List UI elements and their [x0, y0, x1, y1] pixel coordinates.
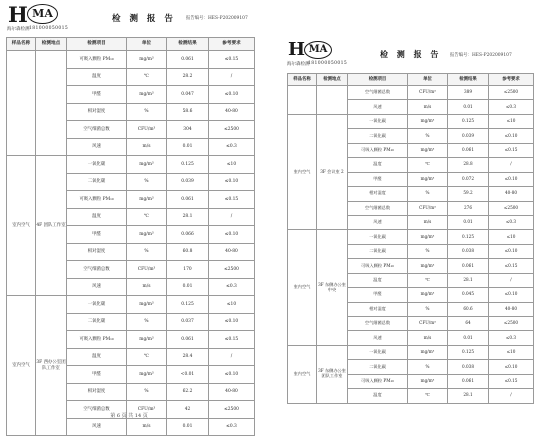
reference-cell: 40-80 [209, 383, 255, 401]
sample-name-cell: 室内空气 [288, 114, 317, 230]
item-cell: 空气细菌总数 [67, 261, 127, 279]
reference-cell: ≤2500 [209, 261, 255, 279]
report-number: 报告编号：HES-P202009107 [186, 16, 248, 21]
item-cell: 甲醛 [348, 288, 408, 302]
unit-cell: ℃ [127, 208, 167, 226]
table-row [7, 156, 255, 174]
unit-cell: mg/m³ [408, 143, 448, 157]
col-header-location: 检测地点 [317, 74, 348, 86]
item-cell: 可吸入颗粒 PM₁₀ [348, 143, 408, 157]
cma-logo: MA [27, 4, 58, 24]
item-cell: 相对湿度 [67, 103, 127, 121]
item-cell: 温度 [67, 68, 127, 86]
reference-cell: ≤10 [489, 345, 534, 359]
col-header-reference: 参考要求 [489, 74, 534, 86]
col-header-result: 检测结果 [448, 74, 489, 86]
unit-cell: ℃ [408, 273, 448, 287]
unit-cell: m/s [408, 331, 448, 345]
unit-cell: mg/m³ [127, 366, 167, 384]
result-cell: 28.1 [448, 273, 489, 287]
reference-cell: / [489, 273, 534, 287]
report-header [284, 38, 534, 76]
reference-cell: / [209, 208, 255, 226]
lab-short-name: 海尔森检测 [7, 27, 30, 32]
result-cell: 0.061 [448, 374, 489, 388]
item-cell: 甲醛 [67, 86, 127, 104]
unit-cell: % [127, 103, 167, 121]
table-row [7, 296, 255, 314]
item-cell: 可吸入颗粒 PM₁₀ [67, 51, 127, 69]
result-cell: 0.01 [448, 331, 489, 345]
unit-cell: CFU/m³ [127, 401, 167, 419]
item-cell: 二氧化碳 [67, 173, 127, 191]
sample-name-cell: 室内空气 [7, 296, 36, 436]
item-cell: 甲醛 [348, 172, 408, 186]
result-cell: 28.1 [167, 208, 209, 226]
unit-cell: m/s [408, 215, 448, 229]
table-body [7, 51, 255, 436]
table-row [288, 86, 534, 100]
item-cell: 可吸入颗粒 PM₁₀ [67, 191, 127, 209]
unit-cell: % [408, 302, 448, 316]
result-cell: 60.8 [167, 243, 209, 261]
reference-cell: ≤0.15 [489, 374, 534, 388]
unit-cell: mg/m³ [127, 51, 167, 69]
unit-cell: mg/m³ [408, 345, 448, 359]
reference-cell: ≤2500 [209, 121, 255, 139]
unit-cell: % [127, 243, 167, 261]
item-cell: 一氧化碳 [348, 345, 408, 359]
result-cell: 0.037 [167, 313, 209, 331]
reference-cell: ≤0.10 [489, 244, 534, 258]
unit-cell: mg/m³ [127, 331, 167, 349]
reference-cell: ≤0.15 [209, 191, 255, 209]
table-row [288, 230, 534, 244]
unit-cell: mg/m³ [127, 226, 167, 244]
reference-cell: ≤0.10 [489, 360, 534, 374]
unit-cell: % [127, 383, 167, 401]
reference-cell: ≤10 [489, 230, 534, 244]
item-cell: 相对湿度 [348, 302, 408, 316]
reference-cell: ≤0.3 [209, 278, 255, 296]
unit-cell: ℃ [127, 68, 167, 86]
item-cell: 温度 [348, 158, 408, 172]
result-cell: 62.2 [167, 383, 209, 401]
unit-cell: CFU/m³ [127, 261, 167, 279]
item-cell: 风速 [67, 418, 127, 436]
unit-cell: % [127, 313, 167, 331]
unit-cell: mg/m³ [127, 191, 167, 209]
reference-cell: ≤10 [209, 296, 255, 314]
unit-cell: % [408, 187, 448, 201]
col-header-sample: 样品名称 [288, 74, 317, 86]
unit-cell: mg/m³ [408, 230, 448, 244]
location-cell [36, 51, 67, 156]
item-cell: 温度 [67, 208, 127, 226]
unit-cell: m/s [127, 278, 167, 296]
result-cell: 0.066 [167, 226, 209, 244]
item-cell: 风速 [348, 331, 408, 345]
unit-cell: mg/m³ [408, 172, 448, 186]
reference-cell: / [489, 389, 534, 403]
reference-cell: ≤0.15 [209, 51, 255, 69]
table-header-row [288, 74, 534, 86]
reference-cell: ≤10 [209, 156, 255, 174]
result-cell: 0.039 [448, 129, 489, 143]
item-cell: 风速 [67, 278, 127, 296]
reference-cell: ≤2500 [489, 201, 534, 215]
result-cell: 0.038 [448, 360, 489, 374]
item-cell: 可吸入颗粒 PM₁₀ [348, 374, 408, 388]
unit-cell: % [127, 173, 167, 191]
result-cell: 0.038 [448, 244, 489, 258]
reference-cell: ≤0.3 [489, 215, 534, 229]
reference-cell: ≤2500 [489, 86, 534, 100]
location-cell: 3F 会议室 2 [317, 114, 348, 230]
table-row [7, 51, 255, 69]
unit-cell: CFU/m³ [408, 201, 448, 215]
result-cell: 0.01 [448, 215, 489, 229]
reference-cell: ≤2500 [489, 317, 534, 331]
reference-cell: / [489, 158, 534, 172]
item-cell: 空气细菌总数 [348, 201, 408, 215]
reference-cell: ≤0.15 [489, 259, 534, 273]
result-cell: 276 [448, 201, 489, 215]
result-cell: 60.6 [448, 302, 489, 316]
result-cell: 0.125 [167, 296, 209, 314]
item-cell: 二氧化碳 [348, 129, 408, 143]
item-cell: 空气细菌总数 [348, 317, 408, 331]
cma-logo: MA [304, 41, 332, 59]
unit-cell: CFU/m³ [127, 121, 167, 139]
reference-cell: 40-80 [209, 103, 255, 121]
result-cell: 0.047 [167, 86, 209, 104]
item-cell: 风速 [67, 138, 127, 156]
unit-cell: % [408, 244, 448, 258]
cma-number: 181000050015 [29, 26, 69, 31]
col-header-item: 检测项目 [348, 74, 408, 86]
col-header-location: 检测地点 [36, 38, 67, 51]
item-cell: 可吸入颗粒 PM₁₀ [67, 331, 127, 349]
col-header-reference: 参考要求 [209, 38, 255, 51]
table-row [288, 114, 534, 128]
report-header [0, 0, 258, 38]
col-header-unit: 单位 [408, 74, 448, 86]
item-cell: 一氧化碳 [67, 156, 127, 174]
report-page-left [0, 0, 258, 433]
result-cell: 0.072 [448, 172, 489, 186]
item-cell: 空气细菌总数 [67, 401, 127, 419]
location-cell: 3F 东侧办公室中央 [317, 230, 348, 346]
unit-cell: CFU/m³ [408, 317, 448, 331]
unit-cell: mg/m³ [408, 374, 448, 388]
item-cell: 空气细菌总数 [348, 86, 408, 100]
result-cell: 0.045 [448, 288, 489, 302]
unit-cell: m/s [127, 138, 167, 156]
result-cell: 0.01 [167, 418, 209, 436]
table-body [288, 86, 534, 404]
unit-cell: m/s [127, 418, 167, 436]
result-cell: <0.01 [167, 366, 209, 384]
location-cell [317, 86, 348, 115]
table-row [288, 345, 534, 359]
reference-cell: ≤0.10 [209, 366, 255, 384]
unit-cell: ℃ [408, 389, 448, 403]
unit-cell: % [408, 360, 448, 374]
test-results-table [287, 73, 534, 404]
table-header-row [7, 38, 255, 51]
result-cell: 0.125 [448, 345, 489, 359]
lab-logo-h: H [8, 2, 28, 27]
item-cell: 一氧化碳 [348, 114, 408, 128]
item-cell: 风速 [348, 100, 408, 114]
result-cell: 0.01 [167, 138, 209, 156]
col-header-item: 检测项目 [67, 38, 127, 51]
unit-cell: mg/m³ [127, 296, 167, 314]
reference-cell: ≤2500 [209, 401, 255, 419]
item-cell: 二氧化碳 [348, 360, 408, 374]
result-cell: 0.125 [448, 114, 489, 128]
location-cell: 3F 东侧办公室团队工作室 [317, 345, 348, 403]
result-cell: 170 [167, 261, 209, 279]
result-cell: 0.061 [167, 331, 209, 349]
result-cell: 0.061 [167, 191, 209, 209]
item-cell: 一氧化碳 [67, 296, 127, 314]
item-cell: 温度 [348, 273, 408, 287]
result-cell: 0.125 [448, 230, 489, 244]
sample-name-cell: 室内空气 [7, 156, 36, 296]
item-cell: 甲醛 [67, 366, 127, 384]
result-cell: 0.125 [167, 156, 209, 174]
reference-cell: ≤0.10 [489, 288, 534, 302]
result-cell: 28.8 [448, 158, 489, 172]
reference-cell: ≤0.3 [209, 418, 255, 436]
unit-cell: ℃ [127, 348, 167, 366]
unit-cell: mg/m³ [408, 288, 448, 302]
reference-cell: ≤0.3 [489, 100, 534, 114]
unit-cell: % [408, 129, 448, 143]
item-cell: 风速 [348, 215, 408, 229]
reference-cell: ≤0.10 [209, 173, 255, 191]
item-cell: 温度 [67, 348, 127, 366]
lab-logo-h: H [288, 39, 306, 60]
item-cell: 相对湿度 [348, 187, 408, 201]
reference-cell: ≤0.3 [489, 331, 534, 345]
result-cell: 28.2 [167, 68, 209, 86]
reference-cell: ≤10 [489, 114, 534, 128]
location-cell: 4F 团队工作室 [36, 156, 67, 296]
reference-cell: ≤0.3 [209, 138, 255, 156]
reference-cell: ≤0.10 [489, 172, 534, 186]
sample-name-cell [7, 51, 36, 156]
reference-cell: 40-80 [489, 302, 534, 316]
result-cell: 64 [448, 317, 489, 331]
result-cell: 42 [167, 401, 209, 419]
reference-cell: / [209, 348, 255, 366]
unit-cell: ℃ [408, 158, 448, 172]
report-number: 报告编号：HES-P202009107 [450, 53, 512, 58]
item-cell: 相对湿度 [67, 243, 127, 261]
result-cell: 0.01 [448, 100, 489, 114]
result-cell: 0.039 [167, 173, 209, 191]
cma-number: 181000050015 [308, 61, 348, 66]
col-header-unit: 单位 [127, 38, 167, 51]
result-cell: 58.6 [167, 103, 209, 121]
page-footer: 第 6 页 共 14 页 [110, 413, 148, 419]
reference-cell: 40-80 [489, 187, 534, 201]
item-cell: 空气细菌总数 [67, 121, 127, 139]
col-header-sample: 样品名称 [7, 38, 36, 51]
item-cell: 一氧化碳 [348, 230, 408, 244]
test-results-table [6, 37, 255, 436]
unit-cell: mg/m³ [408, 114, 448, 128]
unit-cell: CFU/m³ [408, 86, 448, 100]
reference-cell: / [209, 68, 255, 86]
result-cell: 0.01 [167, 278, 209, 296]
location-cell: 3F 西办公室团队工作室 [36, 296, 67, 436]
unit-cell: mg/m³ [127, 86, 167, 104]
unit-cell: mg/m³ [408, 259, 448, 273]
report-title: 检 测 报 告 [380, 49, 442, 59]
col-header-result: 检测结果 [167, 38, 209, 51]
report-title: 检 测 报 告 [112, 14, 176, 24]
result-cell: 0.061 [448, 143, 489, 157]
item-cell: 相对湿度 [67, 383, 127, 401]
item-cell: 二氧化碳 [348, 244, 408, 258]
unit-cell: m/s [408, 100, 448, 114]
item-cell: 温度 [348, 389, 408, 403]
sample-name-cell [288, 86, 317, 115]
reference-cell: ≤0.15 [489, 143, 534, 157]
lab-short-name: 海尔森检测 [287, 62, 310, 67]
reference-cell: ≤0.10 [209, 86, 255, 104]
reference-cell: ≤0.10 [489, 129, 534, 143]
reference-cell: ≤0.10 [209, 226, 255, 244]
result-cell: 389 [448, 86, 489, 100]
item-cell: 甲醛 [67, 226, 127, 244]
sample-name-cell: 室内空气 [288, 230, 317, 346]
result-cell: 59.2 [448, 187, 489, 201]
reference-cell: ≤0.10 [209, 313, 255, 331]
result-cell: 0.061 [167, 51, 209, 69]
result-cell: 304 [167, 121, 209, 139]
reference-cell: ≤0.15 [209, 331, 255, 349]
sample-name-cell: 室内空气 [288, 345, 317, 403]
item-cell: 可吸入颗粒 PM₁₀ [348, 259, 408, 273]
result-cell: 28.4 [167, 348, 209, 366]
unit-cell: mg/m³ [127, 156, 167, 174]
result-cell: 0.061 [448, 259, 489, 273]
report-page-right [284, 38, 534, 430]
reference-cell: 40-80 [209, 243, 255, 261]
item-cell: 二氧化碳 [67, 313, 127, 331]
result-cell: 28.1 [448, 389, 489, 403]
